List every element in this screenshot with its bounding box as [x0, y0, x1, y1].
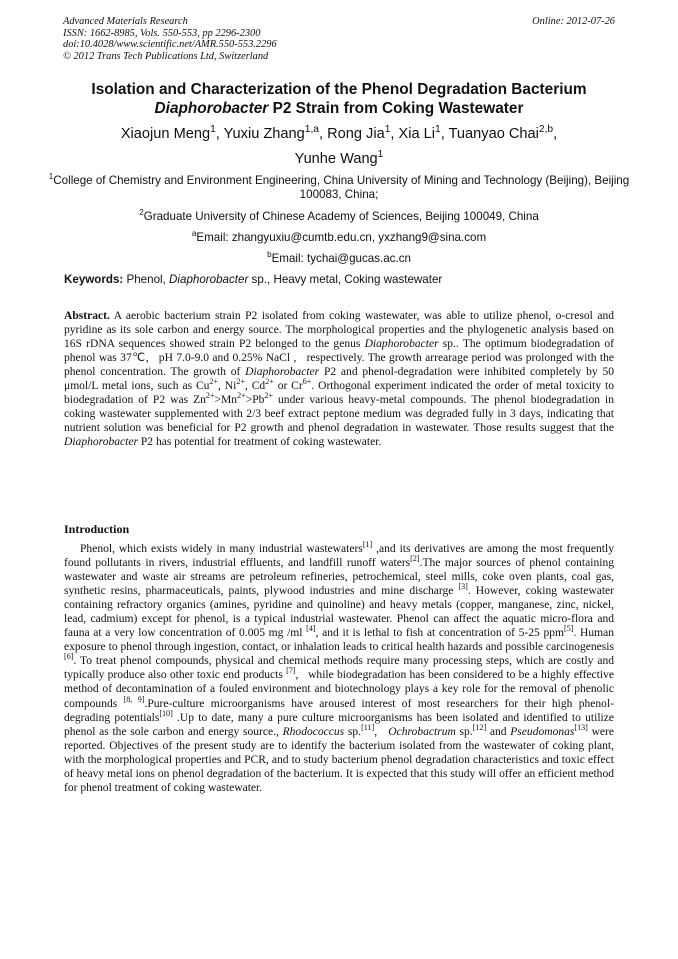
author-name: Yunhe Wang	[294, 151, 378, 167]
author-affil-mark: 1	[435, 124, 441, 136]
affiliation-1: $^1$College of Chemistry and Environment Engineering, China University of Mining and Technology (Beijing), Beijing 100083, China;	[48, 172, 630, 202]
author-affil-mark: 1	[377, 149, 384, 161]
introduction-paragraph: Phenol, which exists widely in many industrial wastewaters[1] ,and its derivatives are among the most frequently found pollutants in rivers, industrial effluents, and landfill runoff waters[2].The major sources of phenol containing wastewater and waste air streams are petroleum refineries, petrochemical, steel mills, coke oven plants, coal gas, synthetic resins, pharmaceuticals, paints, plywood industries and mine discharge [3]. However, coking wastewater containing refractory organics (amines, pyridine and quinoline) and heavy metals (copper, manganese, zinc, nickel, lead, cadmium) except for phenol, is a typical industrial wastewater. Phenol can affect the aquatic micro-flora and fauna at a very low concentration of 0.005 mg /ml [4], and it is lethal to fish at concentration of 5-25 ppm[5]. Human exposure to phenol through ingestion, contact, or inhalation leads to critical health hazards and possible carcinogenesis [6]. To treat phenol compounds, physical and chemical methods require many processing steps, which are costly and typically produce also other toxic end products [7], while biodegradation has been considered to be a highly effective method of decontamination of a fouled environment and biotechnology plays a key role for the removal of phenolic compounds [8, 9].Pure-culture microorganisms have aroused interest of most researchers for their high phenol-degrading potentials[10] .Up to date, many a pure culture microorganisms has been isolated and identified to utilize phenol as the sole carbon and energy source., Rhodococcus sp.[11], Ochrobactrum sp.[12] and Pseudomonas[13] were reported. Objectives of the present study are to identify the bacterium isolated from the wastewater of coking plant, with the morphological properties and PCR, and to study bacterium phenol degradation characteristics and toxic effect of heavy metal ions on phenol degradation of the bacterium. It is expected that this study will offer an efficient method for phenol treatment of coking wastewater.	[64, 540, 615, 794]
abstract-paragraph: Abstract. A aerobic bacterium strain P2 isolated from coking wastewater, was able to utilize phenol, o-cresol and pyridine as its sole carbon and energy source. The morphological properties and the phylogenetic analysis based on 16S rDNA sequences showed strain P2 belonged to the genus Diaphorobacter sp.. The optimum biodegradation of phenol was 37℃, pH 7.0-9.0 and 0.25% NaCl , respectively. The growth arrearage period was prolonged with the phenol concentration. The growth of Diaphorobacter P2 and phenol-degradation were inhibited completely by 50 μmol/L metal ions, such as $Cu^{2+}$, $Ni^{2+}$, $Cd^{2+}$ or $Cr^{6+}$. Orthogonal experiment indicated the order of metal toxicity to biodegradation of P2 was $Zn^{2+}>Mn^{2+}>Pb^{2+}$ under various heavy-metal compounds. The phenol biodegradation in coking wastewater supplemented with 2/3 beef extract peptone medium was degraded fully in 3 days, indicating that nutrient solution was beneficial for P2 growth and phenol degradation in wastewater. Those results suggest that the Diaphorobacter P2 has potential for treatment of coking wastewater.	[64, 310, 614, 449]
copyright-line: © 2012 Trans Tech Publications Ltd, Switzerland	[63, 50, 269, 62]
online-date: Online: 2012-07-26	[532, 16, 615, 27]
citation-ref: [3]	[458, 582, 468, 592]
issn-line: ISSN: 1662-8985, Vols. 550-553, pp 2296-2300	[63, 27, 261, 39]
email-a: $^a$Email: zhangyuxiu@cumtb.edu.cn, yxzhang9@sina.com	[191, 229, 487, 245]
publication-meta	[63, 16, 277, 62]
author-name: Xiaojun Meng	[120, 126, 211, 142]
paper-title	[40, 80, 638, 118]
citation-ref: [12]	[472, 722, 487, 732]
keywords: Keywords: Phenol, Diaphorobacter sp., Heavy metal, Coking wastewater	[64, 273, 443, 286]
citation-ref: [10]	[159, 708, 173, 718]
keywords-label: Keywords:	[64, 273, 124, 286]
author-list: Xiaojun Meng$^1$, Yuxiu Zhang$^{1,a}$, Rong Jia$^1$, Xia Li$^1$, Tuanyao Chai$^{2,b}$, Yunhe Wang$^1$	[120, 124, 558, 167]
journal-name: Advanced Materials Research	[63, 16, 188, 27]
author-name: Rong Jia	[327, 126, 385, 142]
citation-ref: [4]	[306, 624, 316, 634]
author-name: Yuxiu Zhang	[223, 126, 305, 142]
citation-ref: [1]	[362, 540, 373, 550]
title-genus: Diaphorobacter	[154, 100, 269, 117]
abstract-label: Abstract.	[64, 310, 110, 322]
citation-ref: [7]	[286, 666, 296, 676]
citation-ref: [8, 9]	[123, 694, 145, 704]
citation-ref: [11]	[361, 722, 375, 732]
author-affil-mark: 1,a	[304, 124, 319, 136]
email-b: $^b$Email: tychai@gucas.ac.cn	[267, 249, 411, 265]
affiliation-2: $^2$Graduate University of Chinese Academy of Sciences, Beijing 100049, China	[139, 207, 539, 223]
author-affil-mark: 2,b	[538, 124, 554, 136]
doi-line: doi:10.4028/www.scientific.net/AMR.550-553.2296	[63, 39, 277, 51]
citation-ref: [6]	[64, 652, 74, 662]
author-affil-mark: 1	[384, 124, 391, 136]
title-line-2-rest: P2 Strain from Coking Wastewater	[268, 100, 524, 117]
title-line-2	[40, 99, 638, 118]
affiliations	[48, 174, 630, 273]
author-affil-mark: 1	[210, 124, 216, 136]
section-heading-introduction: Introduction	[64, 522, 130, 536]
title-line-1: Isolation and Characterization of the Phenol Degradation Bacterium	[91, 81, 587, 98]
citation-ref: [13]	[574, 722, 588, 732]
citation-ref: [2]	[410, 554, 420, 564]
author-name: Tuanyao Chai	[448, 126, 539, 142]
author-name: Xia Li	[398, 126, 436, 142]
citation-ref: [5]	[564, 624, 574, 634]
